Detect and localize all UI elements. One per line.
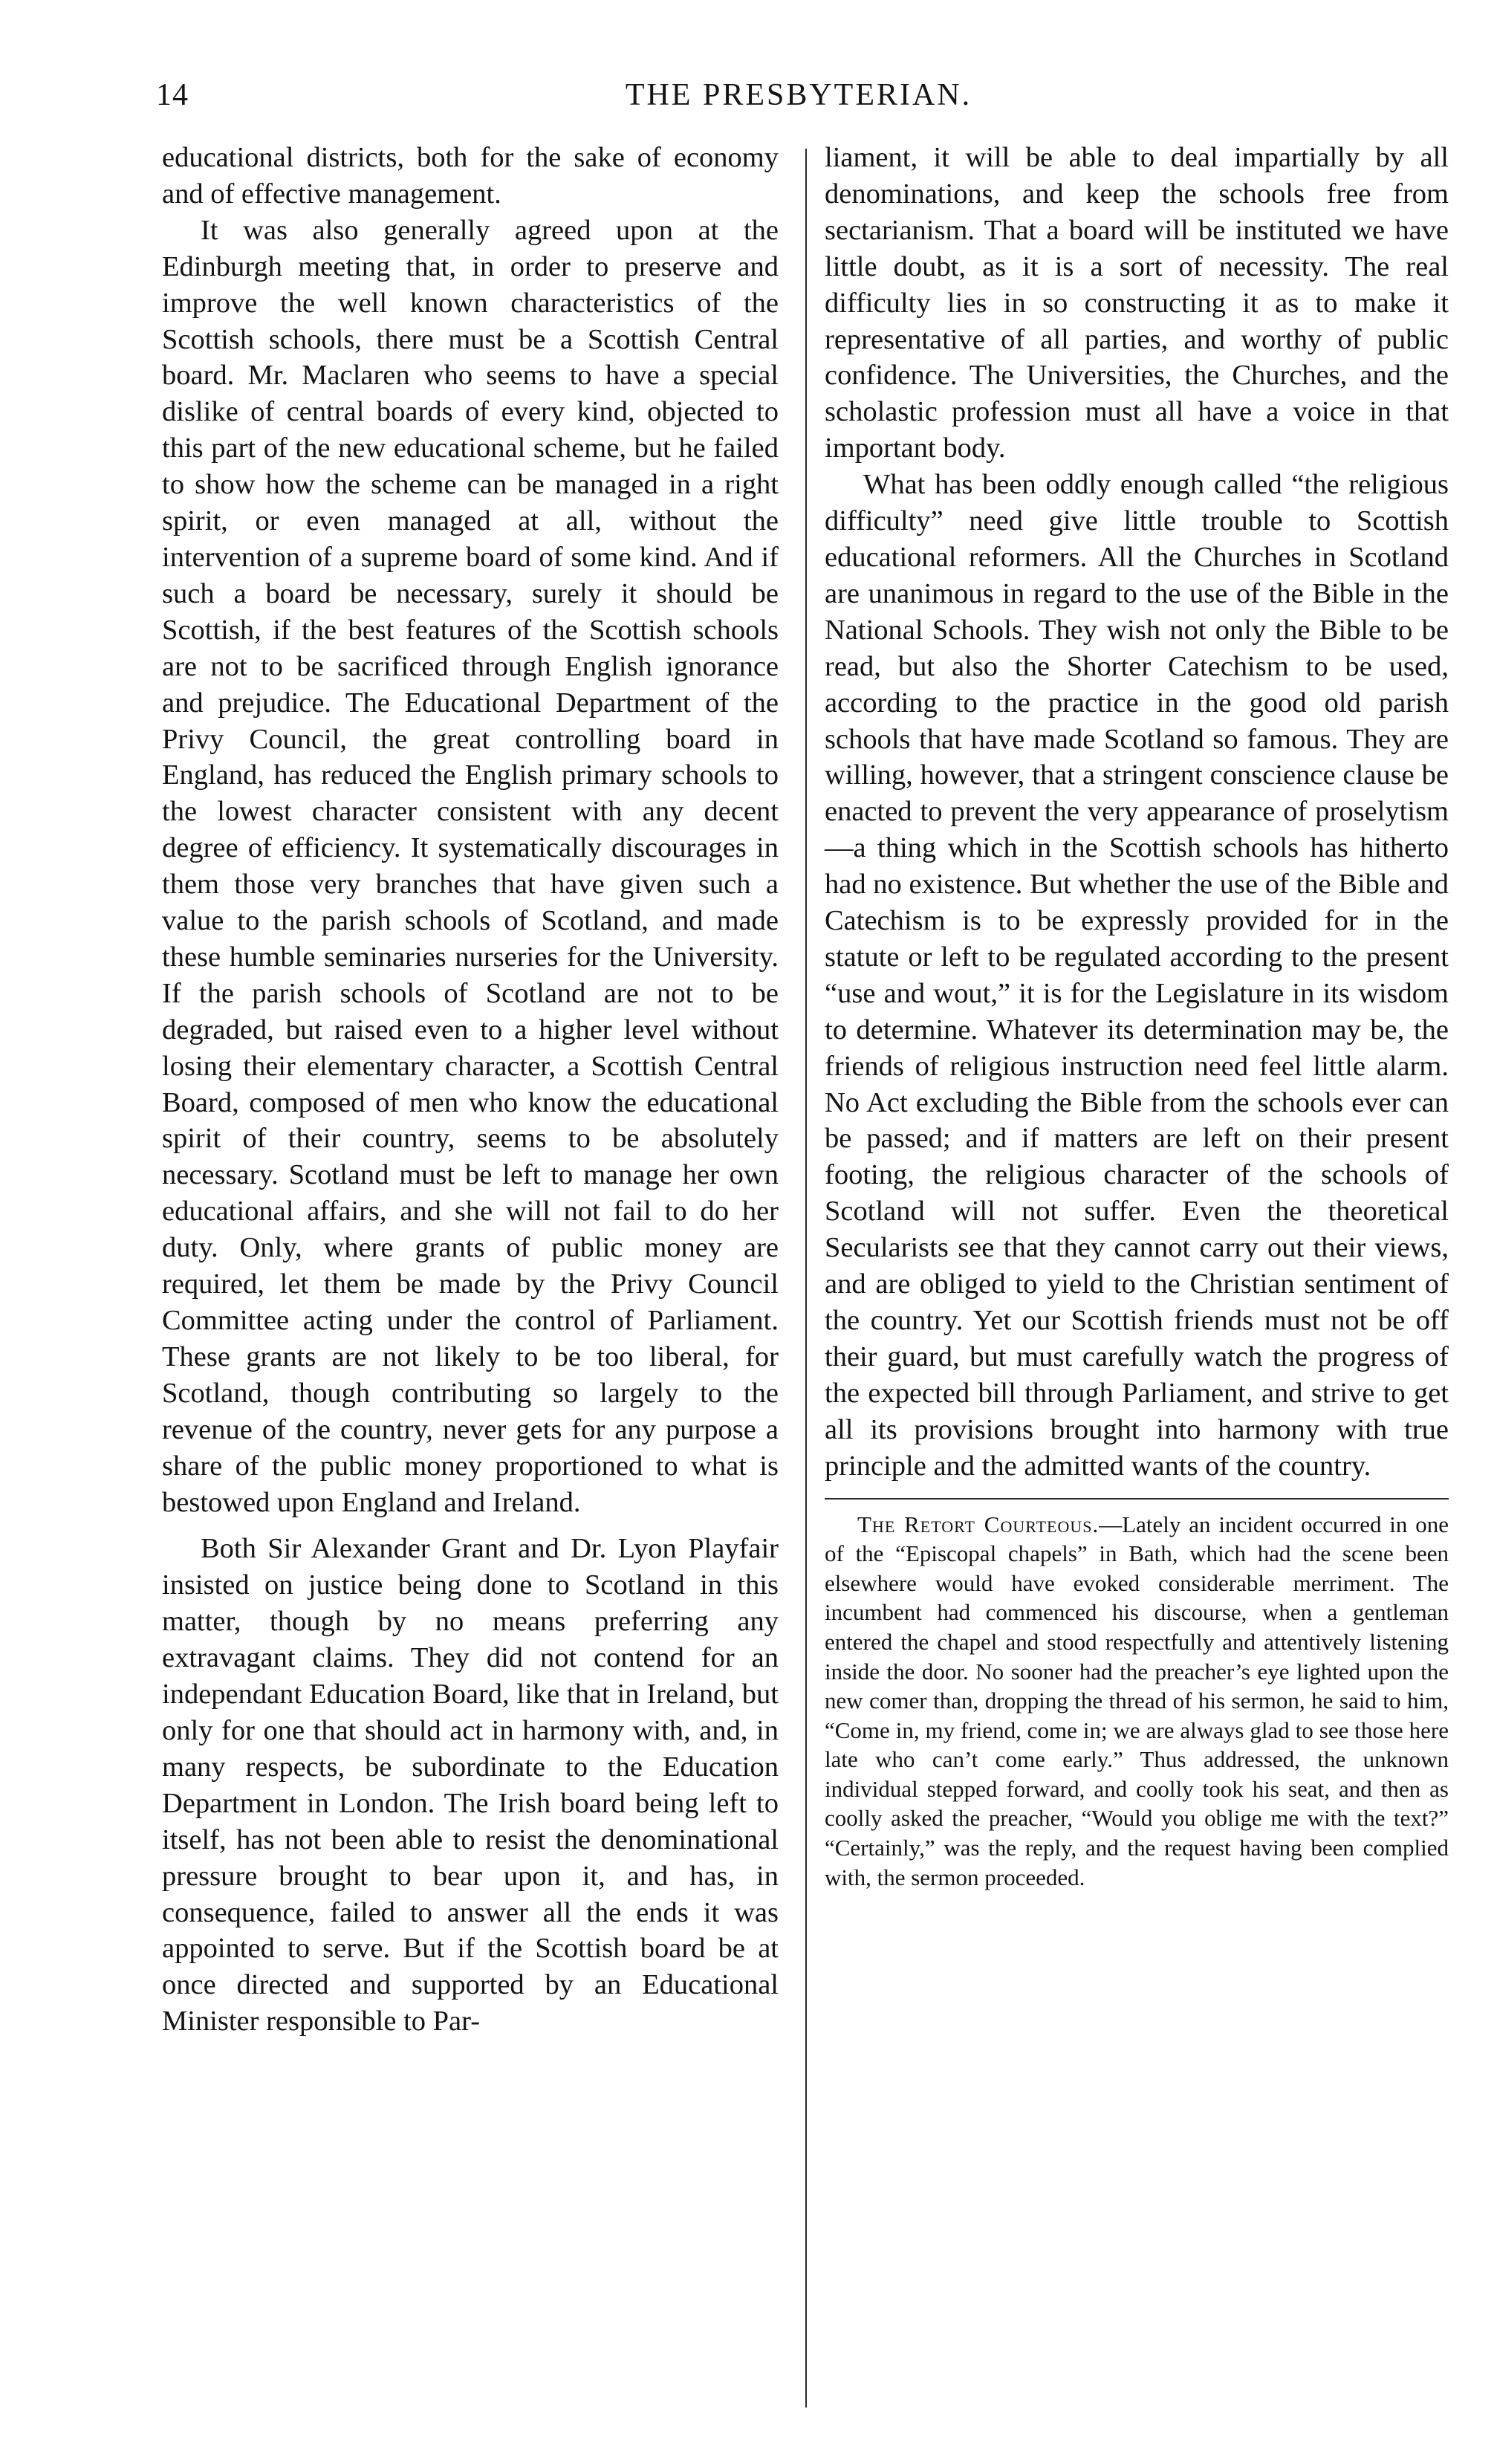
page-header [156, 77, 1441, 122]
column-rule [805, 149, 807, 2408]
news-note [825, 1510, 1449, 1893]
note-paragraph [825, 1510, 1449, 1893]
paragraph: What has been oddly enough called “the religious difficulty” need give little trouble to Scottish educational reformers. All the Churches in Scotland are unanimous in regard to the use of the Bible in the National Schools. They wish not only the Bible to be read, but also the Shorter Catechism to be used, according to the practice in the good old parish schools that have made Scotland so famous. They are willing, however, that a stringent conscience clause be enacted to prevent the very appearance of proselytism—a thing which in the Scottish schools has hitherto had no existence. But whether the use of the Bible and Catechism is to be expressly provided for in the statute or left to be regulated according to the present “use and wout,” it is for the Legislature in its wisdom to determine. Whatever its determination may be, the friends of religious instruction need feel little alarm. No Act excluding the Bible from the schools ever can be passed; and if matters are left on their present footing, the religious character of the schools of Scotland will not suffer. Even the theoretical Secularists see that they cannot carry out their views, and are obliged to yield to the Christian sentiment of the country. Yet our Scottish friends must not be off their guard, but must carefully watch the progress of the expected bill through Parliament, and strive to get all its provisions brought into harmony with true principle and the admitted wants of the country. [825, 469, 1449, 1482]
page-number: 14 [156, 78, 189, 112]
paragraph: It was also generally agreed upon at the Edinburgh meeting that, in order to preserve and improve the well known characteristics of the Scottish schools, there must be a Scottish Central board. Mr. Maclaren who seems to have a special dislike of central boards of every kind, objected to this part of the new educational scheme, but he failed to show how the scheme can be managed in a right spirit, or even managed at all, without the intervention of a supreme board of some kind. And if such a board be necessary, surely it should be Scottish, if the best features of the Scottish schools are not to be sacrificed through English ignorance and prejudice. The Educational Department of the Privy Council, the great controlling board in England, has reduced the English primary schools to the lowest character consistent with any decent degree of efficiency. It systematically discourages in them those very branches that have given such a value to the parish schools of Scotland, and made these humble seminaries nurseries for the University. If the parish schools of Scotland are not to be degraded, but raised even to a higher level without losing their elementary character, a Scottish Central Board, composed of men who know the educational spirit of their country, seems to be absolutely necessary. Scotland must be left to manage her own educational affairs, and she will not fail to do her duty. Only, where grants of public money are required, let them be made by the Privy Council Committee acting under the control of Parliament. These grants are not likely to be too liberal, for Scotland, though contributing so largely to the revenue of the country, never gets for any purpose a share of the public money proportioned to what is bestowed upon England and Ireland. [162, 214, 779, 1518]
section-divider [825, 1498, 1449, 1500]
running-title: THE PRESBYTERIAN. [625, 78, 972, 112]
paragraph: Both Sir Alexander Grant and Dr. Lyon Playfair insisted on justice being done to Scotland in this matter, though by no means preferring any extravagant claims. They did not contend for an independant Education Board, like that in Ireland, but only for one that should act in harmony with, and, in many respects, be subordinate to the Education Department in London. The Irish board being left to itself, has not been able to resist the denominational pressure brought to bear upon it, and has, in consequence, failed to answer all the ends it was appointed to serve. But if the Scottish board be at once directed and supported by an Educational Minister responsible to Par- [162, 1533, 779, 2037]
paragraph: liament, it will be able to deal impartially by all denominations, and keep the schools free from sectarianism. That a board will be instituted we have little doubt, as it is a sort of necessity. The real difficulty lies in so constructing it as to make it representative of all parties, and worthy of public confidence. The Universities, the Churches, and the scholastic profession must all have a voice in that important body. [825, 142, 1449, 464]
note-title: The Retort Courteous. [857, 1511, 1100, 1537]
note-body: —Lately an incident occurred in one of the “Episcopal chapels” in Bath, which had the scene been elsewhere would have evoked considerable merriment. The incumbent had commenced his discourse, when a gentleman entered the chapel and stood respectfully and attentively listening inside the door. No sooner had the preacher’s eye lighted upon the new comer than, dropping the thread of his sermon, he said to him, “Come in, my friend, come in; we are always glad to see those here late who can’t come early.” Thus addressed, the unknown individual stepped forward, and coolly took his seat, and then as coolly asked the preacher, “Would you oblige me with the text?” “Certainly,” was the reply, and the request having been complied with, the sermon proceeded. [825, 1511, 1449, 1890]
paragraph: educational districts, both for the sake of economy and of effective management. [162, 142, 779, 210]
right-column [825, 140, 1449, 1892]
left-column [162, 140, 779, 2040]
